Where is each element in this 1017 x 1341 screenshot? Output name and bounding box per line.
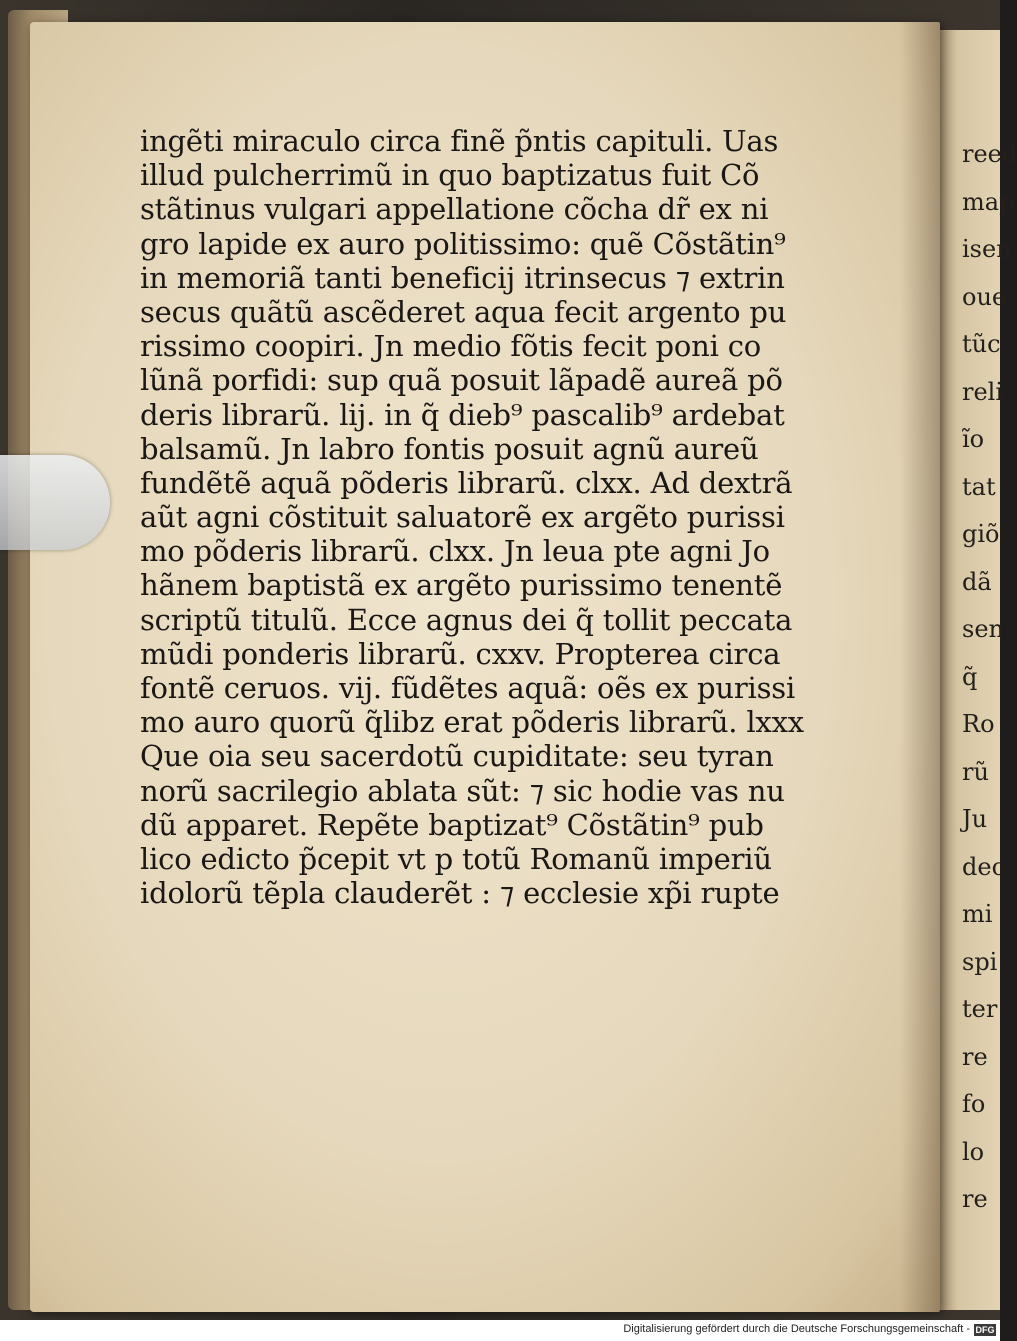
opposite-text-fragment: lo: [962, 1137, 985, 1166]
opposite-text-fragment: q̃: [962, 662, 978, 691]
text-line: ingẽti miraculo circa finẽ p̃ntis capituli. Uas: [140, 124, 779, 158]
opposite-text-fragment: spi: [962, 947, 998, 976]
text-line: in memoriã tanti beneficij itrinsecus ⁊ extrin: [140, 260, 785, 295]
page-clip: [0, 455, 110, 550]
opposite-text-fragment: reli: [962, 377, 1004, 406]
text-line: stãtinus vulgari appellatione cõcha dr̃ ex ni: [140, 192, 769, 227]
opposite-text-fragment: Ju: [962, 805, 988, 833]
text-line: fundẽtẽ aquã põderis librarũ. clxx. Ad dextrã: [140, 465, 793, 500]
text-line: gro lapide ex auro politissimo: quẽ Cõstãtin⁹: [140, 226, 786, 261]
text-line: rissimo coopiri. Jn medio fõtis fecit poni co: [140, 329, 762, 364]
text-line: mo põderis librarũ. clxx. Jn leua pte agni Jo: [140, 534, 770, 569]
text-line: secus quãtũ ascẽderet aqua fecit argento pu: [140, 294, 787, 329]
text-line: mo auro quorũ q̃libz erat põderis librarũ. lxxx: [140, 705, 804, 740]
gutter-shadow: [900, 22, 940, 1312]
opposite-text-fragment: isen: [962, 235, 1012, 263]
opposite-text-fragment: Ro: [962, 710, 995, 738]
opposite-text-fragment: tũc: [962, 330, 1001, 358]
opposite-text-fragment: dã: [962, 567, 992, 596]
text-line: norũ sacrilegio ablata sũt: ⁊ sic hodie vas nu: [140, 773, 785, 808]
opposite-text-fragment: fo: [962, 1090, 986, 1118]
dfg-logo: DFG: [975, 1325, 995, 1335]
footer-credit: Digitalisierung gefördert durch die Deutsche Forschungsgemeinschaft -: [623, 1323, 970, 1335]
text-line: aũt agni cõstituit saluatorẽ ex argẽto purissi: [140, 500, 785, 535]
footer-bar: [0, 1320, 1000, 1341]
opposite-text-fragment: re: [962, 1042, 988, 1071]
opposite-text-fragment: mi: [962, 900, 993, 928]
opposite-text-fragment: map: [962, 187, 1015, 216]
text-line: mũdi ponderis librarũ. cxxv. Propterea circa: [140, 636, 781, 671]
page-text-block: [140, 124, 840, 910]
opposite-text-fragment: re: [962, 1185, 988, 1213]
text-line: illud pulcherrimũ in quo baptizatus fuit Cõ: [140, 158, 760, 193]
text-line: scriptũ titulũ. Ecce agnus dei q̃ tollit peccata: [140, 602, 793, 637]
opposite-text-fragment: oue: [962, 282, 1007, 311]
opposite-text-fragment: dec: [962, 852, 1006, 881]
opposite-text-fragment: ter: [962, 995, 998, 1023]
text-line: balsamũ. Jn labro fontis posuit agnũ aureũ: [140, 431, 759, 466]
text-line: dũ apparet. Repẽte baptizat⁹ Cõstãtin⁹ pub: [140, 807, 764, 842]
text-line: lico edicto p̃cepit vt p totũ Romanũ imperiũ: [140, 841, 772, 876]
text-line: lũnã porfidi: sup quã posuit lãpadẽ aureã põ: [140, 363, 783, 398]
opposite-text-fragment: ĩo: [962, 425, 985, 453]
opposite-text-fragment: tat: [962, 472, 996, 501]
text-line: deris librarũ. lij. in q̃ dieb⁹ pascalib⁹ ardebat: [140, 397, 785, 432]
text-line: hãnem baptistã ex argẽto purissimo tenentẽ: [140, 568, 783, 603]
text-line: idolorũ tẽpla clauderẽt : ⁊ ecclesie xp̃i rupte: [140, 876, 780, 911]
opposite-text-fragment: rũ: [962, 757, 989, 786]
opposite-text-fragment: giõ: [962, 520, 1000, 548]
text-line: Que oia seu sacerdotũ cupiditate: seu tyran: [140, 739, 774, 774]
text-line: fontẽ ceruos. vij. fũdẽtes aquã: oẽs ex purissi: [140, 671, 796, 705]
opposite-text-fragment: sen: [962, 615, 1004, 643]
opposite-text-fragment: reed: [962, 140, 1017, 168]
